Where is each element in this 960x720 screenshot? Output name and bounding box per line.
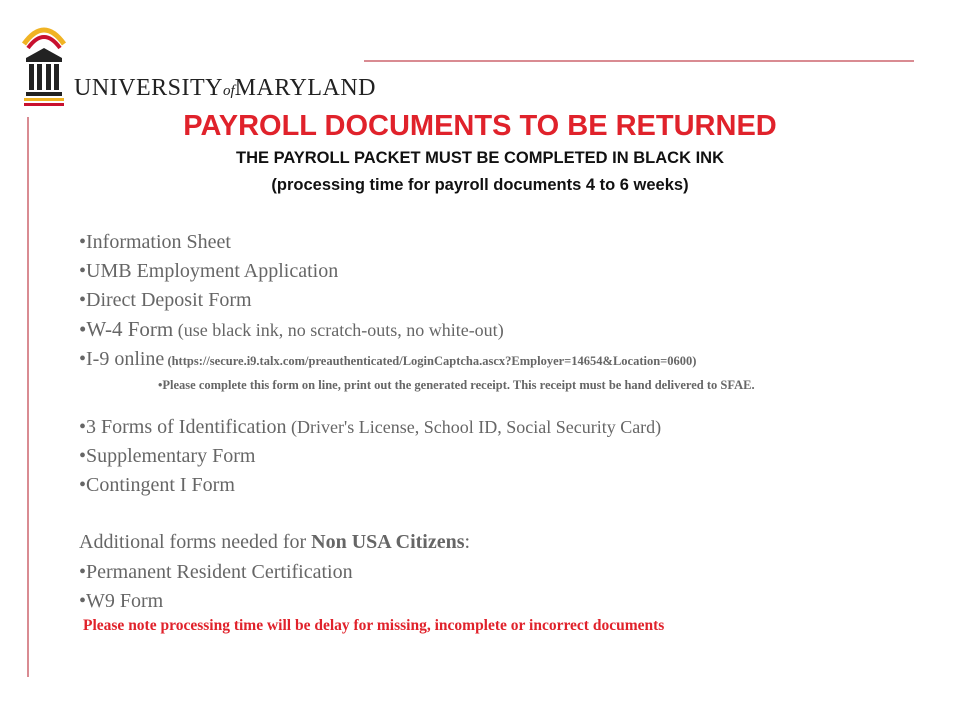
list-item-w9-form: [79, 589, 163, 613]
list-item-identification: [79, 415, 661, 439]
left-vertical-rule: [27, 117, 29, 677]
list-item-information-sheet: [79, 230, 231, 254]
list-item-supplementary-form: [79, 444, 255, 468]
list-item-label: •3 Forms of Identification: [79, 416, 287, 438]
logo-word-maryland: MARYLAND: [234, 75, 377, 101]
processing-delay-warning: Please note processing time will be delay for missing, incomplete or incorrect documents: [83, 617, 665, 634]
list-item-permanent-resident: [79, 560, 353, 584]
subtitle-processing-time: (processing time for payroll documents 4 to 6 weeks): [271, 176, 689, 194]
i9-note: [158, 378, 878, 393]
list-item-detail: (Driver's License, School ID, Social Security Card): [286, 417, 662, 437]
page-title: PAYROLL DOCUMENTS TO BE RETURNED: [183, 110, 777, 142]
logo-word-university: UNIVERSITY: [74, 75, 223, 101]
header-horizontal-rule: [364, 60, 914, 62]
list-item-label: •Permanent Resident Certification: [79, 561, 353, 583]
list-item-direct-deposit: [79, 288, 252, 312]
logo-word-of: of: [223, 83, 235, 99]
subtitle-black-ink: THE PAYROLL PACKET MUST BE COMPLETED IN BLACK INK: [236, 149, 724, 167]
list-item-label: •W9 Form: [79, 590, 164, 612]
additional-forms-heading: [79, 530, 470, 554]
additional-suffix: :: [464, 531, 471, 553]
list-item-i9-online: [79, 347, 696, 373]
dome-seal-icon: [18, 18, 70, 108]
list-item-label: •UMB Employment Application: [79, 260, 339, 282]
i9-note-text: •Please complete this form on line, print out the generated receipt. This receipt must be hand delivered to SFAE.: [158, 378, 755, 392]
list-item-label: •Information Sheet: [79, 231, 231, 253]
additional-prefix: Additional forms needed for: [79, 531, 312, 553]
i9-link-url: (https://secure.i9.talx.com/preauthenticated/LoginCaptcha.ascx?Employer=14654&Location=0600): [164, 354, 697, 368]
list-item-label: •Supplementary Form: [79, 445, 256, 467]
list-item-label: •Contingent I Form: [79, 474, 235, 496]
logo-wordmark: [74, 76, 376, 100]
university-logo: [18, 18, 377, 108]
list-item-contingent-form: [79, 473, 235, 497]
list-item-w4-form: [79, 317, 504, 342]
list-item-employment-application: [79, 259, 338, 283]
additional-bold: Non USA Citizens: [311, 531, 465, 553]
list-item-label: •W-4 Form: [79, 317, 174, 341]
list-item-label: •I-9 online: [79, 348, 165, 370]
list-item-label: •Direct Deposit Form: [79, 289, 252, 311]
list-item-detail: (use black ink, no scratch-outs, no white-out): [173, 320, 504, 340]
